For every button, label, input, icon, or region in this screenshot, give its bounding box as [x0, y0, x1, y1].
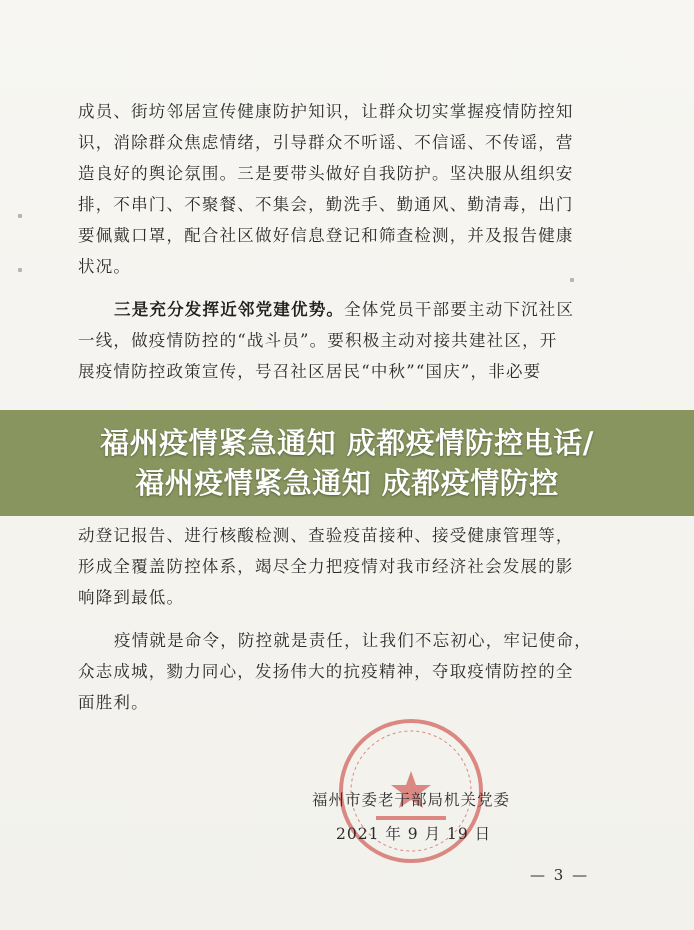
- paragraph-2-first-line: [78, 294, 618, 325]
- banner-title-line-2: 福州疫情紧急通知 成都疫情防控: [135, 466, 559, 500]
- text-line: 造良好的舆论氛围。三是要带头做好自我防护。坚决服从组织安: [78, 164, 574, 183]
- page-number: — 3 —: [530, 866, 590, 884]
- text-line: 展疫情防控政策宣传，号召社区居民“中秋”“国庆”，非必要: [78, 362, 542, 381]
- signature-date: 2021 年 9 月 19 日: [336, 825, 492, 843]
- scan-speck: [18, 268, 22, 272]
- text-line: 疫情就是命令，防控就是责任，让我们不忘初心，牢记使命，: [114, 631, 592, 650]
- scan-speck: [18, 214, 22, 218]
- text-line: 要佩戴口罩，配合社区做好信息登记和筛查检测，并及报告健康: [78, 226, 574, 245]
- text-line: 响降到最低。: [78, 588, 185, 607]
- document-body: [78, 96, 618, 387]
- text-line: 面胜利。: [78, 693, 149, 712]
- text-line: 一线，做疫情防控的“战斗员”。要积极主动对接共建社区，开: [78, 331, 558, 350]
- text-line: 状况。: [78, 257, 132, 276]
- signature-org: 福州市委老干部局机关党委: [312, 791, 511, 809]
- text-line: 成员、街坊邻居宣传健康防护知识，让群众切实掌握疫情防控知: [78, 102, 574, 121]
- banner-title-line-1: 福州疫情紧急通知 成都疫情防控电话/: [100, 426, 594, 460]
- section-heading: 三是充分发挥近邻党建优势。: [114, 300, 345, 319]
- text-line: 识，消除群众焦虑情绪，引导群众不听谣、不信谣、不传谣，营: [78, 133, 574, 152]
- text-line: 众志成城，勠力同心，发扬伟大的抗疫精神，夺取疫情防控的全: [78, 662, 574, 681]
- text-line: 排，不串门、不聚餐、不集会，勤洗手、勤通风、勤清毒，出门: [78, 195, 574, 214]
- text-run: 全体党员干部要主动下沉社区: [344, 300, 575, 319]
- text-line: 动登记报告、进行核酸检测、查验疫苗接种、接受健康管理等，: [78, 526, 574, 545]
- document-body-lower: [78, 520, 618, 718]
- title-banner: [0, 410, 694, 516]
- text-line: 形成全覆盖防控体系，竭尽全力把疫情对我市经济社会发展的影: [78, 557, 574, 576]
